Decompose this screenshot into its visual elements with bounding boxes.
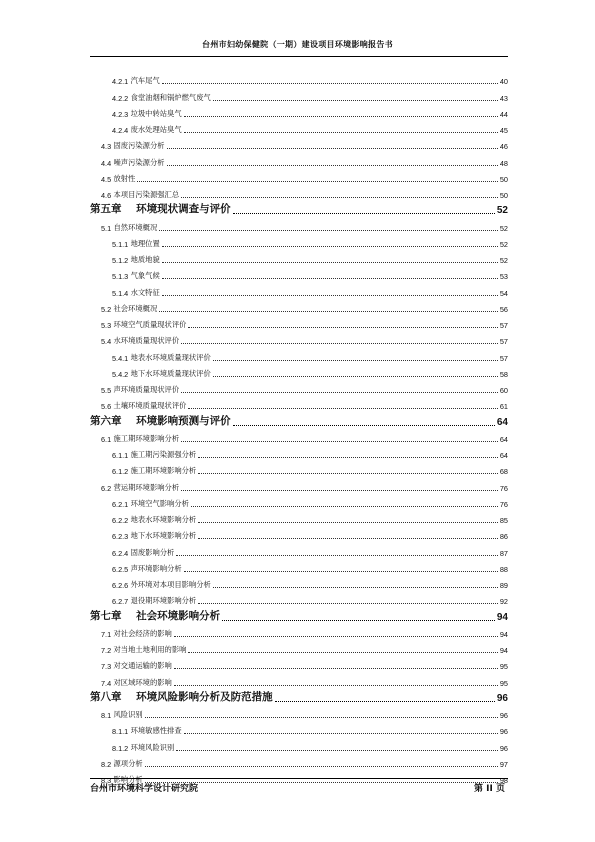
toc-leader-dots — [198, 538, 498, 539]
toc-leader-dots — [162, 83, 498, 84]
toc-entry-number: 4.3 — [101, 142, 112, 152]
toc-page-number: 64 — [499, 451, 508, 460]
toc-page-number: 94 — [496, 611, 508, 623]
toc-entry-number: 6.2.4 — [112, 548, 129, 558]
toc-entry-row[interactable] — [90, 590, 508, 606]
toc-page-number: 52 — [499, 256, 508, 265]
toc-entry-number: 5.5 — [101, 386, 112, 395]
toc-page-number: 76 — [499, 483, 508, 493]
footer-divider — [90, 778, 508, 779]
toc-entry-row[interactable] — [90, 623, 508, 639]
toc-leader-dots — [162, 295, 498, 296]
toc-entry-number: 第六章 — [90, 414, 122, 427]
toc-leader-dots — [181, 441, 498, 442]
toc-entry-number: 5.4.2 — [112, 369, 129, 379]
toc-entry-row[interactable] — [90, 168, 508, 184]
toc-entry-title: 汽车尾气 — [130, 76, 160, 86]
toc-entry-title: 环境影响预测与评价 — [136, 414, 231, 427]
toc-entry-row[interactable] — [90, 330, 508, 346]
toc-page-number: 56 — [499, 304, 508, 314]
toc-entry-title: 源项分析 — [113, 758, 143, 768]
toc-entry-title: 固废污染源分析 — [113, 141, 165, 151]
toc-entry-title: 放射性 — [113, 173, 136, 183]
toc-leader-dots — [181, 490, 498, 491]
footer-page-number: 第 II 页 — [474, 784, 505, 794]
toc-entry-title: 地质地貌 — [130, 255, 160, 264]
toc-page-number: 89 — [499, 581, 508, 590]
toc-entry-title: 营运期环境影响分析 — [113, 482, 180, 492]
toc-entry-title: 土壤环境质量现状评价 — [113, 401, 187, 411]
toc-entry-title: 退役期环境影响分析 — [130, 596, 197, 606]
toc-entry-title: 食堂油烟和锅炉燃气废气 — [130, 92, 211, 102]
toc-entry-title: 自然环境概况 — [113, 222, 158, 232]
toc-entry-title: 环境风险识别 — [130, 742, 175, 752]
toc-entry-number: 8.3 — [101, 776, 112, 785]
toc-entry-row[interactable] — [90, 493, 508, 509]
toc-entry-number: 第五章 — [90, 203, 122, 216]
toc-entry-title: 本项目污染源强汇总 — [113, 190, 180, 199]
toc-entry-title: 声环境影响分析 — [130, 563, 182, 573]
toc-entry-row[interactable] — [90, 86, 508, 102]
toc-chapter-row[interactable] — [90, 688, 508, 704]
toc-entry-number: 6.1.2 — [112, 467, 129, 477]
toc-leader-dots — [198, 473, 498, 474]
toc-page-number: 52 — [496, 205, 508, 217]
toc-entry-title: 地表水环境质量现状评价 — [130, 352, 211, 362]
toc-entry-title: 水环境质量现状评价 — [113, 336, 180, 346]
toc-page-number: 52 — [499, 239, 508, 249]
toc-entry-row[interactable] — [90, 736, 508, 752]
toc-entry-row[interactable] — [90, 184, 508, 200]
toc-entry-number: 5.1.1 — [112, 239, 129, 249]
toc-entry-number: 第八章 — [90, 690, 122, 703]
toc-leader-dots — [198, 457, 498, 458]
toc-entry-title: 地下水环境质量现状评价 — [130, 368, 211, 378]
toc-entry-number: 7.3 — [101, 662, 112, 672]
toc-entry-row[interactable] — [90, 541, 508, 557]
toc-entry-number: 6.2.1 — [112, 499, 129, 509]
toc-leader-dots — [233, 425, 495, 426]
toc-leader-dots — [181, 343, 498, 344]
toc-entry-title: 环境现状调查与评价 — [136, 203, 231, 216]
toc-page-number: 54 — [499, 288, 508, 298]
toc-leader-dots — [213, 100, 498, 101]
toc-entry-number: 4.4 — [101, 158, 112, 168]
toc-entry-row[interactable] — [90, 379, 508, 395]
toc-entry-row[interactable] — [90, 346, 508, 362]
toc-leader-dots — [188, 652, 497, 653]
toc-entry-row[interactable] — [90, 476, 508, 492]
toc-page-number: 76 — [499, 499, 508, 509]
toc-page-number: 87 — [499, 548, 508, 558]
toc-entry-title: 气象气候 — [130, 271, 160, 281]
toc-page-number: 46 — [499, 142, 508, 152]
toc-page-number: 96 — [499, 743, 508, 753]
toc-entry-row[interactable] — [90, 281, 508, 297]
toc-entry-row[interactable] — [90, 574, 508, 590]
toc-entry-row[interactable] — [90, 460, 508, 476]
toc-leader-dots — [184, 571, 498, 572]
toc-entry-title: 对交通运输的影响 — [113, 661, 172, 671]
toc-entry-number: 7.4 — [101, 678, 112, 688]
table-of-contents — [90, 70, 508, 785]
toc-entry-number: 4.6 — [101, 191, 112, 200]
toc-leader-dots — [174, 685, 498, 686]
toc-entry-number: 6.2.2 — [112, 516, 129, 525]
toc-page-number: 57 — [499, 321, 508, 330]
toc-chapter-row[interactable] — [90, 200, 508, 216]
toc-entry-number: 6.2.5 — [112, 564, 129, 574]
toc-page-number: 57 — [499, 353, 508, 363]
toc-leader-dots — [188, 327, 497, 328]
toc-leader-dots — [145, 766, 498, 767]
header-divider — [90, 56, 508, 57]
toc-entry-title: 水文特征 — [130, 287, 160, 297]
toc-page-number: 40 — [499, 77, 508, 87]
toc-page-number: 96 — [499, 727, 508, 737]
toc-page-number: 92 — [499, 597, 508, 607]
toc-entry-number: 6.2.6 — [112, 581, 129, 590]
toc-leader-dots — [167, 165, 498, 166]
toc-leader-dots — [213, 376, 498, 377]
toc-entry-number: 8.1.1 — [112, 727, 129, 737]
toc-entry-number: 6.1 — [101, 434, 112, 444]
toc-entry-number: 6.2.3 — [112, 532, 129, 542]
toc-entry-title: 施工期环境影响分析 — [113, 433, 180, 443]
toc-entry-number: 4.2.1 — [112, 77, 129, 87]
toc-leader-dots — [198, 522, 498, 523]
toc-entry-title: 社会环境影响分析 — [136, 609, 221, 622]
toc-chapter-row[interactable] — [90, 606, 508, 622]
toc-leader-dots — [233, 213, 495, 214]
toc-entry-row[interactable] — [90, 720, 508, 736]
toc-page-number: 44 — [499, 109, 508, 119]
toc-page-number: 97 — [499, 759, 508, 769]
toc-entry-number: 8.2 — [101, 759, 112, 769]
toc-entry-row[interactable] — [90, 525, 508, 541]
toc-leader-dots — [162, 278, 498, 279]
toc-entry-number: 7.1 — [101, 629, 112, 639]
toc-entry-number: 8.1 — [101, 711, 112, 720]
toc-page-number: 86 — [499, 532, 508, 542]
toc-entry-number: 5.4.1 — [112, 353, 129, 363]
toc-entry-title: 社会环境概况 — [113, 303, 158, 313]
toc-leader-dots — [181, 392, 498, 393]
toc-page-number: 94 — [499, 629, 508, 639]
toc-entry-title: 地表水环境影响分析 — [130, 515, 197, 524]
toc-leader-dots — [184, 733, 498, 734]
toc-entry-row[interactable] — [90, 671, 508, 687]
toc-leader-dots — [191, 506, 498, 507]
toc-entry-row[interactable] — [90, 428, 508, 444]
toc-entry-row[interactable] — [90, 639, 508, 655]
toc-leader-dots — [162, 262, 498, 263]
toc-page-number: 58 — [499, 369, 508, 379]
toc-entry-row[interactable] — [90, 509, 508, 525]
toc-leader-dots — [137, 181, 498, 182]
toc-entry-row[interactable] — [90, 704, 508, 720]
toc-entry-title: 地下水环境影响分析 — [130, 531, 197, 541]
toc-entry-title: 噪声污染源分析 — [113, 157, 165, 167]
toc-entry-number: 4.5 — [101, 174, 112, 184]
toc-entry-row[interactable] — [90, 249, 508, 265]
toc-page-number: 50 — [499, 174, 508, 184]
toc-leader-dots — [162, 246, 498, 247]
toc-entry-title: 环境空气质量现状评价 — [113, 320, 187, 329]
toc-leader-dots — [174, 636, 498, 637]
toc-leader-dots — [213, 360, 498, 361]
toc-leader-dots — [159, 230, 498, 231]
toc-page-number: 48 — [499, 158, 508, 168]
toc-page-number: 95 — [499, 678, 508, 688]
toc-entry-row[interactable] — [90, 298, 508, 314]
toc-page-number: 68 — [499, 467, 508, 477]
toc-page-number: 96 — [499, 711, 508, 720]
toc-entry-row[interactable] — [90, 265, 508, 281]
toc-entry-row[interactable] — [90, 135, 508, 151]
toc-entry-row[interactable] — [90, 655, 508, 671]
toc-entry-title: 废水处理站臭气 — [130, 125, 182, 134]
toc-entry-title: 施工期污染源强分析 — [130, 450, 197, 459]
toc-entry-row[interactable] — [90, 119, 508, 135]
toc-entry-title: 施工期环境影响分析 — [130, 466, 197, 476]
toc-leader-dots — [176, 555, 498, 556]
toc-entry-title: 外环境对本项目影响分析 — [130, 580, 211, 589]
toc-entry-number: 4.2.2 — [112, 93, 129, 103]
toc-leader-dots — [167, 148, 498, 149]
toc-page-number: 52 — [499, 223, 508, 233]
toc-entry-number: 第七章 — [90, 609, 122, 622]
toc-entry-number: 5.2 — [101, 304, 112, 314]
toc-page-number: 43 — [499, 93, 508, 103]
toc-entry-row[interactable] — [90, 70, 508, 86]
toc-page-number: 94 — [499, 646, 508, 655]
toc-entry-title: 对区域环境的影响 — [113, 677, 172, 687]
page-header-title: 台州市妇幼保健院（一期）建设项目环境影响报告书 — [202, 40, 393, 49]
toc-entry-number: 5.1 — [101, 223, 112, 233]
toc-leader-dots — [184, 132, 498, 133]
toc-leader-dots — [198, 603, 498, 604]
toc-entry-row[interactable] — [90, 216, 508, 232]
toc-entry-title: 风险识别 — [113, 710, 143, 719]
toc-page-number: 61 — [499, 402, 508, 412]
toc-entry-row[interactable] — [90, 444, 508, 460]
toc-chapter-row[interactable] — [90, 411, 508, 427]
toc-entry-title: 地理位置 — [130, 238, 160, 248]
toc-entry-row[interactable] — [90, 103, 508, 119]
toc-page-number: 85 — [499, 516, 508, 525]
toc-entry-number: 5.3 — [101, 321, 112, 330]
toc-entry-row[interactable] — [90, 558, 508, 574]
toc-leader-dots — [174, 668, 498, 669]
toc-page-number: 88 — [499, 564, 508, 574]
toc-leader-dots — [213, 587, 498, 588]
toc-entry-number: 5.1.3 — [112, 272, 129, 282]
toc-entry-number: 6.2.7 — [112, 597, 129, 607]
footer-organization: 台州市环境科学设计研究院 — [90, 784, 199, 794]
toc-entry-row[interactable] — [90, 151, 508, 167]
toc-page-number: 45 — [499, 126, 508, 135]
toc-leader-dots — [145, 717, 498, 718]
toc-leader-dots — [176, 750, 498, 751]
toc-entry-title: 固废影响分析 — [130, 547, 175, 557]
toc-entry-number: 4.2.4 — [112, 126, 129, 135]
toc-entry-title: 影响分析 — [113, 775, 143, 784]
toc-leader-dots — [184, 116, 498, 117]
toc-entry-title: 环境空气影响分析 — [130, 498, 189, 508]
toc-entry-row[interactable] — [90, 753, 508, 769]
toc-page-number: 96 — [496, 692, 508, 704]
toc-leader-dots — [181, 197, 498, 198]
toc-leader-dots — [275, 701, 495, 702]
toc-entry-title: 对社会经济的影响 — [113, 628, 172, 638]
toc-entry-number: 4.2.3 — [112, 109, 129, 119]
toc-entry-title: 声环境质量现状评价 — [113, 385, 180, 394]
toc-entry-row[interactable] — [90, 363, 508, 379]
toc-entry-row[interactable] — [90, 314, 508, 330]
toc-entry-title: 垃圾中转站臭气 — [130, 108, 182, 118]
toc-entry-title: 对当地土地利用的影响 — [113, 645, 187, 654]
toc-entry-number: 6.2 — [101, 483, 112, 493]
toc-leader-dots — [188, 408, 497, 409]
toc-entry-number: 7.2 — [101, 646, 112, 655]
toc-entry-number: 5.1.2 — [112, 256, 129, 265]
toc-entry-number: 6.1.1 — [112, 451, 129, 460]
toc-page-number: 64 — [496, 416, 508, 428]
toc-entry-number: 5.4 — [101, 337, 112, 347]
toc-page-number: 95 — [499, 662, 508, 672]
toc-entry-title: 环境风险影响分析及防范措施 — [136, 690, 273, 703]
toc-page-number: 53 — [499, 272, 508, 282]
toc-leader-dots — [222, 620, 495, 621]
toc-entry-row[interactable] — [90, 233, 508, 249]
toc-page-number: 60 — [499, 386, 508, 395]
toc-page-number: 64 — [499, 434, 508, 444]
toc-entry-number: 8.1.2 — [112, 743, 129, 753]
toc-leader-dots — [159, 311, 498, 312]
toc-page-number: 98 — [499, 776, 508, 785]
toc-entry-title: 环境敏感性排查 — [130, 726, 182, 736]
toc-page-number: 50 — [499, 191, 508, 200]
toc-entry-number: 5.1.4 — [112, 288, 129, 298]
toc-entry-number: 5.6 — [101, 402, 112, 412]
toc-entry-row[interactable] — [90, 395, 508, 411]
toc-page-number: 57 — [499, 337, 508, 347]
